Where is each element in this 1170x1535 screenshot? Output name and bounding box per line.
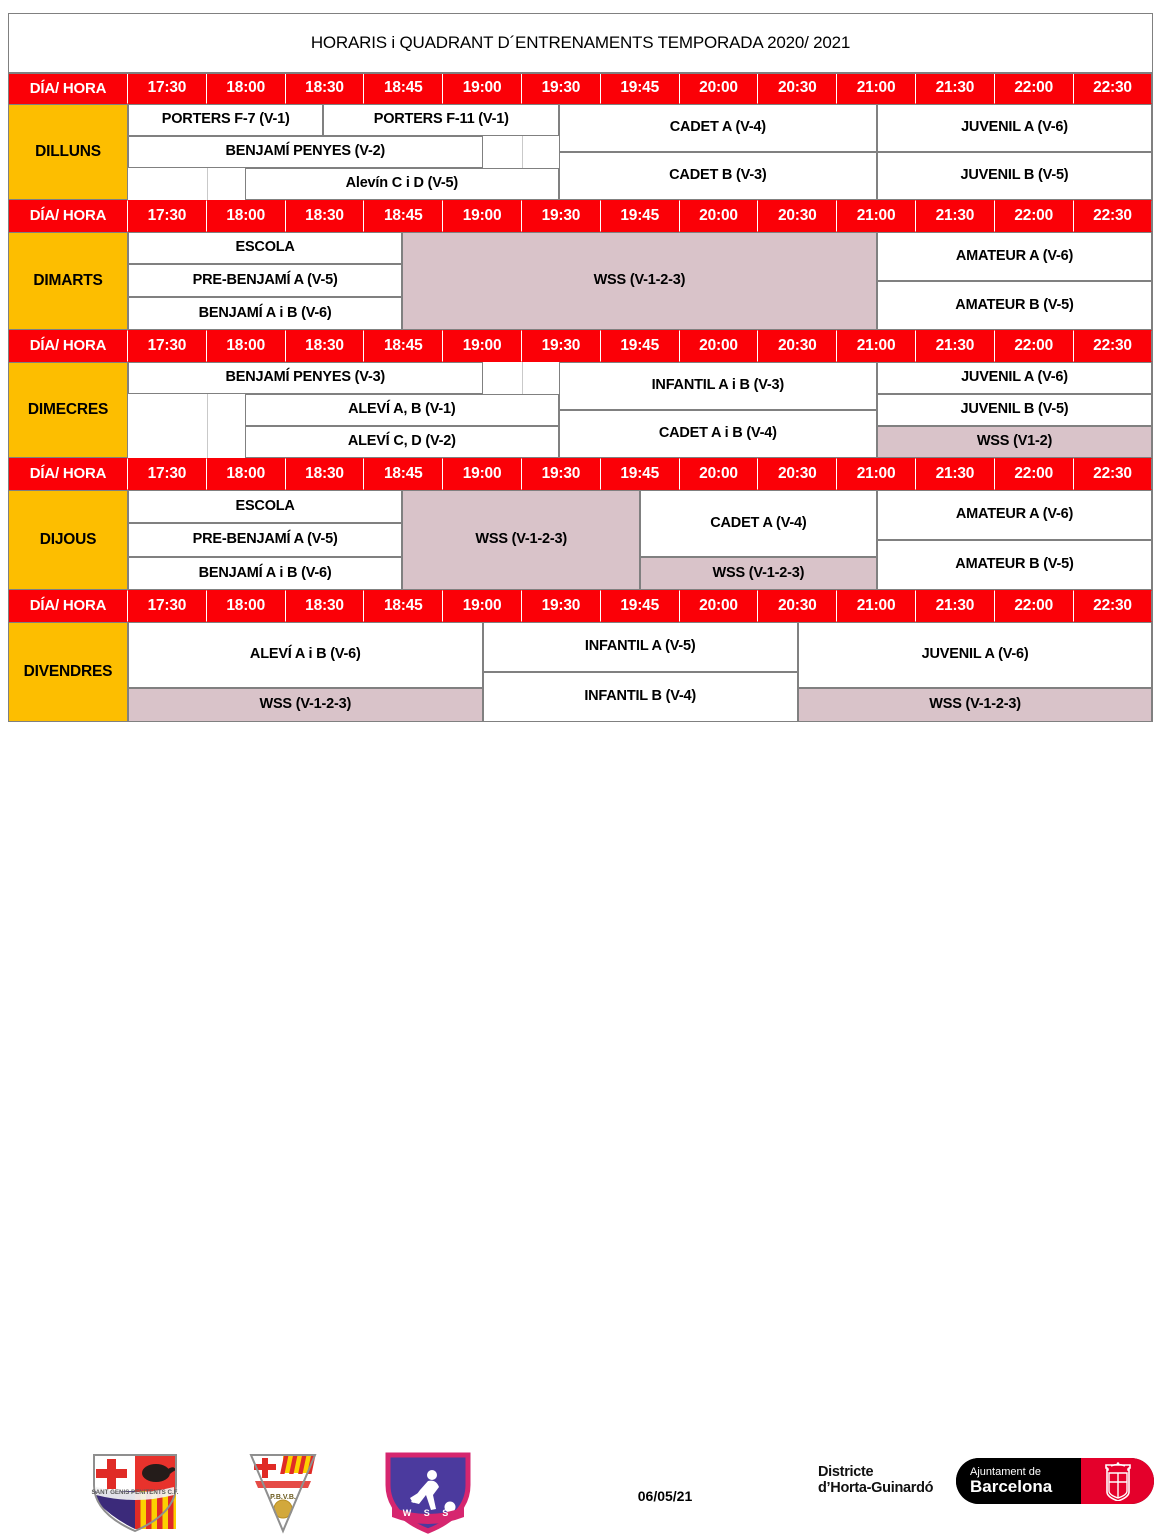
activity-block-2-5[interactable]: JUVENIL A (V-6) (877, 362, 1153, 394)
activity-block-1-0[interactable]: ESCOLA (128, 232, 402, 264)
activity-block-0-7[interactable]: JUVENIL B (V-5) (877, 152, 1153, 200)
wss-block-3-3[interactable]: WSS (V-1-2-3) (402, 490, 640, 590)
header-time-2-2: 18:30 (286, 330, 365, 362)
svg-text:W S S: W S S (402, 1508, 454, 1518)
header-time-3-10: 21:30 (916, 458, 995, 490)
activity-block-2-2[interactable]: ALEVÍ C, D (V-2) (245, 426, 559, 458)
header-time-3-12: 22:30 (1074, 458, 1153, 490)
activity-block-3-2[interactable]: BENJAMÍ A i B (V-6) (128, 557, 402, 590)
svg-text:P.B.V.B.: P.B.V.B. (270, 1494, 296, 1501)
header-time-4-9: 21:00 (837, 590, 916, 622)
header-time-1-11: 22:00 (995, 200, 1074, 232)
header-time-4-8: 20:30 (758, 590, 837, 622)
wss-block-4-1[interactable]: WSS (V-1-2-3) (128, 688, 483, 722)
header-time-1-1: 18:00 (207, 200, 286, 232)
activity-block-2-6[interactable]: JUVENIL B (V-5) (877, 394, 1153, 426)
header-time-3-0: 17:30 (128, 458, 207, 490)
header-time-4-11: 22:00 (995, 590, 1074, 622)
header-time-2-4: 19:00 (443, 330, 522, 362)
header-time-0-12: 22:30 (1074, 73, 1153, 104)
header-time-4-12: 22:30 (1074, 590, 1153, 622)
header-time-3-8: 20:30 (758, 458, 837, 490)
header-time-2-12: 22:30 (1074, 330, 1153, 362)
ajuntament-text-block (956, 1458, 1081, 1504)
header-time-2-0: 17:30 (128, 330, 207, 362)
ajuntament-barcelona-logo (956, 1458, 1154, 1504)
header-time-2-10: 21:30 (916, 330, 995, 362)
day-name-dilluns: DILLUNS (8, 104, 128, 200)
header-time-3-5: 19:30 (522, 458, 601, 490)
header-time-0-10: 21:30 (916, 73, 995, 104)
activity-block-0-0[interactable]: PORTERS F-7 (V-1) (128, 104, 323, 136)
district-line-2: d’Horta-Guinardó (818, 1480, 934, 1497)
header-time-2-8: 20:30 (758, 330, 837, 362)
activity-block-0-1[interactable]: PORTERS F-11 (V-1) (323, 104, 559, 136)
header-time-4-0: 17:30 (128, 590, 207, 622)
activity-block-4-2[interactable]: INFANTIL A (V-5) (483, 622, 798, 672)
header-time-0-7: 20:00 (680, 73, 759, 104)
activity-block-0-2[interactable]: BENJAMÍ PENYES (V-2) (128, 136, 483, 168)
header-time-2-5: 19:30 (522, 330, 601, 362)
ajuntament-line-2: Barcelona (970, 1477, 1053, 1497)
header-time-1-5: 19:30 (522, 200, 601, 232)
header-time-1-9: 21:00 (837, 200, 916, 232)
header-time-3-7: 20:00 (680, 458, 759, 490)
activity-block-1-4[interactable]: AMATEUR A (V-6) (877, 232, 1153, 281)
page-title: HORARIS i QUADRANT D´ENTRENAMENTS TEMPORADA 2020/ 2021 (8, 13, 1153, 73)
day-name-dijous: DIJOUS (8, 490, 128, 590)
activity-block-2-0[interactable]: BENJAMÍ PENYES (V-3) (128, 362, 483, 394)
activity-block-4-3[interactable]: INFANTIL B (V-4) (483, 672, 798, 722)
activity-block-2-4[interactable]: CADET A i B (V-4) (559, 410, 877, 458)
activity-block-0-5[interactable]: CADET B (V-3) (559, 152, 877, 200)
header-time-1-7: 20:00 (680, 200, 759, 232)
header-time-2-1: 18:00 (207, 330, 286, 362)
date-label: 06/05/21 (637, 1488, 693, 1504)
svg-text:SANT GENIS PENITENTS C.F.: SANT GENIS PENITENTS C.F. (91, 1489, 179, 1496)
ajuntament-line-1: Ajuntament de (970, 1466, 1041, 1479)
header-time-2-3: 18:45 (364, 330, 443, 362)
day-name-divendres: DIVENDRES (8, 622, 128, 722)
activity-block-3-0[interactable]: ESCOLA (128, 490, 402, 523)
header-time-3-9: 21:00 (837, 458, 916, 490)
header-time-4-5: 19:30 (522, 590, 601, 622)
header-time-0-1: 18:00 (207, 73, 286, 104)
activity-block-3-1[interactable]: PRE-BENJAMÍ A (V-5) (128, 523, 402, 557)
crest-wss-icon (382, 1451, 474, 1535)
header-time-1-3: 18:45 (364, 200, 443, 232)
header-time-2-11: 22:00 (995, 330, 1074, 362)
header-time-4-7: 20:00 (680, 590, 759, 622)
header-time-3-4: 19:00 (443, 458, 522, 490)
activity-block-4-0[interactable]: ALEVÍ A i B (V-6) (128, 622, 483, 688)
district-line-1: Districte (818, 1464, 874, 1480)
header-time-1-0: 17:30 (128, 200, 207, 232)
header-time-3-11: 22:00 (995, 458, 1074, 490)
header-time-4-3: 18:45 (364, 590, 443, 622)
activity-block-4-4[interactable]: JUVENIL A (V-6) (798, 622, 1153, 688)
header-time-0-9: 21:00 (837, 73, 916, 104)
header-time-0-2: 18:30 (286, 73, 365, 104)
header-time-1-8: 20:30 (758, 200, 837, 232)
crest-pbvb-icon (245, 1451, 321, 1535)
header-day-hour-label-1: DÍA/ HORA (8, 200, 128, 232)
header-time-0-4: 19:00 (443, 73, 522, 104)
wss-block-3-5[interactable]: WSS (V-1-2-3) (640, 557, 876, 590)
wss-block-4-5[interactable]: WSS (V-1-2-3) (798, 688, 1153, 722)
day-name-dimarts: DIMARTS (8, 232, 128, 330)
header-time-2-9: 21:00 (837, 330, 916, 362)
header-time-3-6: 19:45 (601, 458, 680, 490)
header-day-hour-label-3: DÍA/ HORA (8, 458, 128, 490)
header-time-1-4: 19:00 (443, 200, 522, 232)
header-time-0-5: 19:30 (522, 73, 601, 104)
barcelona-shield-icon (1081, 1458, 1154, 1504)
header-time-1-10: 21:30 (916, 200, 995, 232)
header-time-4-4: 19:00 (443, 590, 522, 622)
activity-block-2-3[interactable]: INFANTIL A i B (V-3) (559, 362, 877, 410)
header-time-3-2: 18:30 (286, 458, 365, 490)
header-day-hour-label-2: DÍA/ HORA (8, 330, 128, 362)
header-time-0-6: 19:45 (601, 73, 680, 104)
wss-block-1-3[interactable]: WSS (V-1-2-3) (402, 232, 876, 330)
header-time-0-11: 22:00 (995, 73, 1074, 104)
day-name-dimecres: DIMECRES (8, 362, 128, 458)
header-time-1-6: 19:45 (601, 200, 680, 232)
header-time-4-6: 19:45 (601, 590, 680, 622)
activity-block-1-5[interactable]: AMATEUR B (V-5) (877, 281, 1153, 330)
activity-block-1-1[interactable]: PRE-BENJAMÍ A (V-5) (128, 264, 402, 297)
activity-block-0-3[interactable]: Alevín C i D (V-5) (245, 168, 559, 200)
header-day-hour-label-4: DÍA/ HORA (8, 590, 128, 622)
header-day-hour-label-0: DÍA/ HORA (8, 73, 128, 104)
wss-block-2-7[interactable]: WSS (V1-2) (877, 426, 1153, 458)
activity-block-3-7[interactable]: AMATEUR B (V-5) (877, 540, 1153, 590)
header-time-1-2: 18:30 (286, 200, 365, 232)
footer (0, 722, 1170, 1518)
header-time-0-3: 18:45 (364, 73, 443, 104)
activity-block-1-2[interactable]: BENJAMÍ A i B (V-6) (128, 297, 402, 330)
header-time-4-2: 18:30 (286, 590, 365, 622)
district-label (818, 1464, 933, 1496)
header-time-1-12: 22:30 (1074, 200, 1153, 232)
activity-block-0-6[interactable]: JUVENIL A (V-6) (877, 104, 1153, 152)
header-time-4-10: 21:30 (916, 590, 995, 622)
header-time-0-8: 20:30 (758, 73, 837, 104)
header-time-3-3: 18:45 (364, 458, 443, 490)
header-time-3-1: 18:00 (207, 458, 286, 490)
activity-block-3-6[interactable]: AMATEUR A (V-6) (877, 490, 1153, 540)
header-time-0-0: 17:30 (128, 73, 207, 104)
header-time-4-1: 18:00 (207, 590, 286, 622)
header-time-2-7: 20:00 (680, 330, 759, 362)
activity-block-2-1[interactable]: ALEVÍ A, B (V-1) (245, 394, 559, 426)
activity-block-3-4[interactable]: CADET A (V-4) (640, 490, 876, 557)
header-time-2-6: 19:45 (601, 330, 680, 362)
crest-sant-genis-icon (88, 1451, 182, 1535)
activity-block-0-4[interactable]: CADET A (V-4) (559, 104, 877, 152)
